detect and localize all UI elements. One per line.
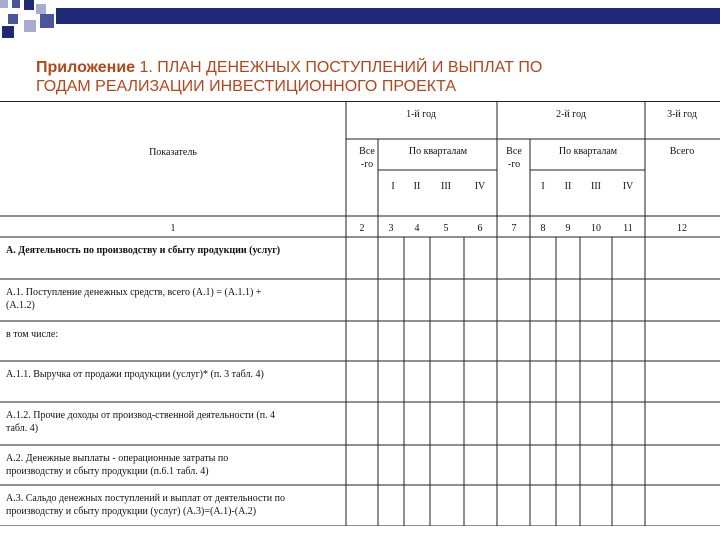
indicator-header: Показатель [149,147,197,158]
quarter-label: II [413,181,421,192]
row-label: производству и сбыту продукции (п.6.1 табл. 4) [6,466,209,477]
column-number: 1 [170,223,176,234]
title-line-1: 1. ПЛАН ДЕНЕЖНЫХ ПОСТУПЛЕНИЙ И ВЫПЛАТ ПО [139,59,543,76]
row-label: производству и сбыту продукции (услуг) (А.3)=(А.1)-(А.2) [6,506,257,517]
title-prefix: Приложение [36,59,136,76]
row-label: (А.1.2) [6,300,35,311]
quarter-label: IV [622,181,634,192]
row-label: в том числе: [6,329,59,340]
row-label: А.1. Поступление денежных средств, всего (А.1) = (А.1.1) + [6,287,262,298]
column-number: 2 [359,223,365,234]
by-quarters-y2: По кварталам [558,146,618,157]
banner-square [0,0,8,8]
banner-square [40,14,54,28]
year-2-header: 2-й год [556,109,586,120]
row-label: А.1.2. Прочие доходы от производ-ственной деятельности (п. 4 [6,410,276,421]
banner-square [12,0,20,8]
banner-square [8,14,18,24]
row-label: А.3. Сальдо денежных поступлений и выплат от деятельности по [6,493,285,504]
row-label: табл. 4) [6,423,39,434]
total-label-y2: Все [506,146,522,157]
column-number: 8 [540,223,546,234]
column-number: 7 [511,223,517,234]
quarter-label: I [391,181,395,192]
column-number: 6 [477,223,483,234]
title-line-2: ГОДАМ РЕАЛИЗАЦИИ ИНВЕСТИЦИОННОГО ПРОЕКТА [36,78,456,95]
column-number: 5 [443,223,449,234]
year-3-header: 3-й год [667,109,697,120]
column-number: 10 [591,223,601,234]
header-banner [0,0,720,40]
banner-square [24,20,36,32]
cash-flow-table [0,101,720,526]
banner-square [24,0,34,10]
year-1-header: 1-й год [406,109,436,120]
row-label: А.2. Денежные выплаты - операционные затраты по [6,453,229,464]
column-number: 9 [565,223,571,234]
quarter-label: IV [474,181,486,192]
total-label-y1: -го [360,159,374,170]
banner-square [2,26,14,38]
banner-square [36,4,46,14]
column-number: 11 [623,223,633,234]
column-number: 3 [388,223,394,234]
column-number: 4 [414,223,420,234]
total-label-y1: Все [359,146,375,157]
quarter-label: III [441,181,451,192]
row-label: А.1.1. Выручка от продажи продукции (услуг)* (п. 3 табл. 4) [6,369,264,380]
column-number: 12 [677,223,687,234]
total-label-y3: Всего [669,146,695,157]
page-title [36,58,656,96]
row-label: А. Деятельность по производству и сбыту продукции (услуг) [6,245,281,256]
banner-stripe [56,8,720,24]
by-quarters-y1: По кварталам [408,146,468,157]
total-label-y2: -го [507,159,521,170]
quarter-label: I [541,181,545,192]
quarter-label: II [564,181,572,192]
quarter-label: III [591,181,601,192]
